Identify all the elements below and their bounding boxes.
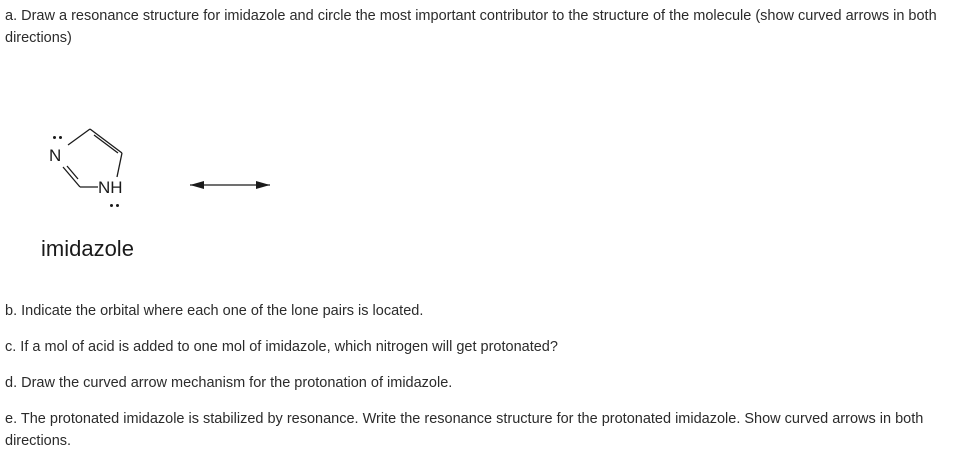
lone-pair-dot [110, 204, 113, 207]
imidazole-structure [40, 115, 290, 275]
bond-c5-n1 [117, 153, 122, 177]
question-d: d. Draw the curved arrow mechanism for the protonation of imidazole. [5, 375, 453, 391]
bond-c2-n3-double [67, 166, 78, 179]
atom-n: N [49, 146, 62, 165]
lone-pair-dot [116, 204, 119, 207]
bond-c4-c5-double [94, 135, 118, 153]
molecule-name-label: imidazole [41, 236, 134, 261]
question-c: c. If a mol of acid is added to one mol of imidazole, which nitrogen will get protonated? [5, 339, 558, 355]
bond-n3-c4 [68, 129, 90, 145]
question-e: e. The protonated imidazole is stabilized by resonance. Write the resonance structure for the protonated imidazole. Show curved arrows in both directions. [5, 411, 924, 449]
bond-c4-c5 [90, 129, 122, 153]
question-b: b. Indicate the orbital where each one of the lone pairs is located. [5, 303, 424, 319]
atom-nh: NH [98, 178, 123, 197]
resonance-arrow-left-head [190, 181, 204, 189]
lone-pair-dot [59, 136, 62, 139]
question-a: a. Draw a resonance structure for imidazole and circle the most important contributor to the structure of the molecule (show curved arrows in both directions) [5, 8, 937, 46]
resonance-arrow-right-head [256, 181, 270, 189]
lone-pair-dot [53, 136, 56, 139]
bond-c2-n3 [63, 167, 80, 187]
imidazole-ring-drawing [40, 115, 290, 225]
